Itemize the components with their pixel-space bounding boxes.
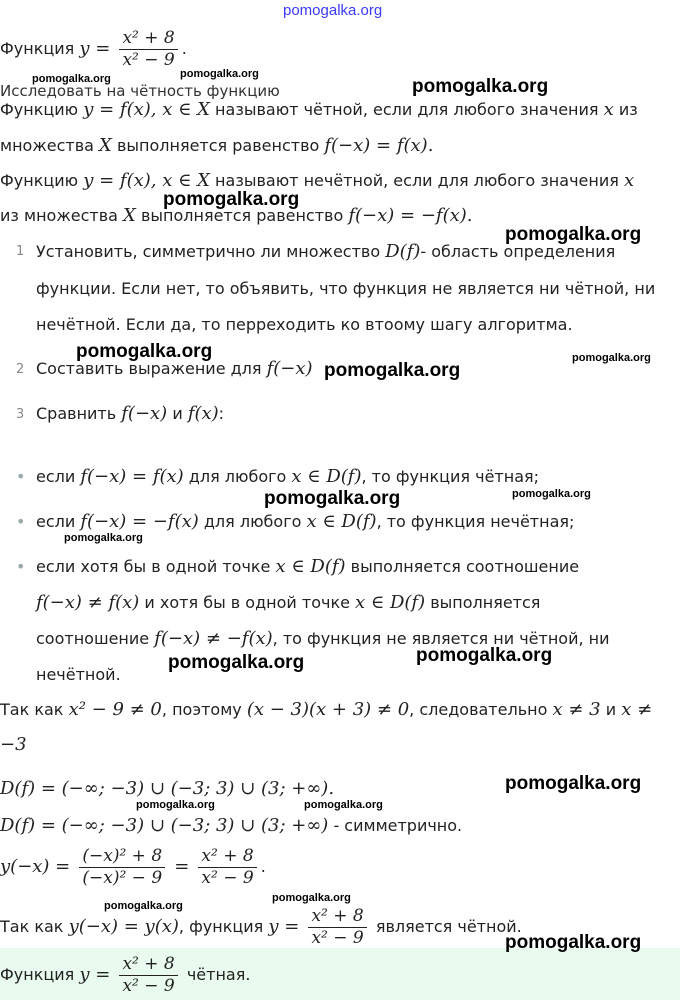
denominator: x² − 9: [122, 50, 175, 70]
text: Функцию: [0, 100, 79, 119]
watermark: pomogalka.org: [76, 341, 213, 362]
denominator: (−x)² − 9: [82, 868, 163, 888]
y-of-minus-x: y(−x) = $\frac{\text{(−x)² + 8}}{\text{(−x)² − 9}}$ = $\frac{\text{x² + 8}}{\text{x² − 9}}$ .: [0, 846, 266, 888]
math: x: [623, 170, 635, 191]
watermark: pomogalka.org: [136, 799, 215, 811]
math: y(−x) =: [0, 856, 71, 877]
text: Составить выражение для: [36, 359, 262, 378]
odd-def-line1: [0, 170, 680, 192]
text: из: [618, 100, 638, 119]
watermark: pomogalka.org: [163, 189, 300, 210]
numerator: x² + 8: [119, 28, 177, 50]
intro-line: Функция y = $\frac{\text{x² + 8}}{\text{x² − 9}}$ .: [0, 28, 187, 70]
watermark: pomogalka.org: [572, 352, 651, 364]
text: , следовательно: [409, 700, 548, 719]
math: f(−x) = f(x): [80, 466, 184, 487]
text: выполняется соотношение: [350, 557, 580, 576]
text: - область определения: [420, 242, 616, 261]
numerator: x² + 8: [308, 906, 366, 928]
math: f(−x) = f(x).: [324, 135, 434, 156]
fraction: [79, 846, 165, 889]
fraction: [198, 846, 256, 889]
math: D(f) = (−∞; −3) ∪ (−3; 3) ∪ (3; +∞): [0, 815, 329, 836]
step-number: 2: [16, 362, 25, 377]
math: f(−x) ≠ f(x): [36, 592, 140, 613]
step-1-line2: функции. Если нет, то объявить, что функция не является ни чётной, ни: [36, 279, 656, 298]
text: называют чётной, если для любого значения: [215, 100, 599, 119]
text: - симметрично.: [333, 816, 463, 835]
domain-line2: [0, 815, 680, 837]
step-3: [36, 403, 224, 425]
bullet-3-line1: [36, 556, 579, 578]
math: y(−x) = y(x): [68, 916, 179, 937]
watermark: pomogalka.org: [505, 932, 642, 953]
denominator: x² − 9: [201, 868, 254, 888]
answer-box: [0, 948, 680, 1000]
watermark: pomogalka.org: [168, 652, 305, 673]
math: x ∈ D(f): [275, 556, 346, 577]
numerator: x² + 8: [119, 954, 177, 976]
numerator: x² + 8: [198, 846, 256, 868]
numerator: (−x)² + 8: [79, 846, 165, 868]
bullet-dot: •: [16, 557, 26, 576]
text: чётная.: [186, 965, 251, 984]
watermark: pomogalka.org: [180, 68, 259, 80]
text: , то функция чётная;: [361, 467, 540, 486]
math: f(−x): [266, 358, 313, 379]
text: , поэтому: [161, 700, 242, 719]
function-expr: y =: [79, 38, 111, 59]
text: Функцию: [0, 171, 79, 190]
solution-line1: [0, 699, 680, 721]
text: множества: [0, 136, 94, 155]
bullet-3-line4: нечётной.: [36, 665, 121, 684]
bullet-dot: •: [16, 512, 26, 531]
step-1-line3: нечётной. Если да, то перреходить ко втоому шагу алгоритма.: [36, 315, 573, 334]
math: x ∈ D(f): [355, 592, 426, 613]
fraction: [119, 954, 177, 997]
math: y =: [79, 964, 111, 985]
watermark: pomogalka.org: [264, 488, 401, 509]
denominator: x² − 9: [311, 928, 364, 948]
text: Так как: [0, 917, 64, 936]
even-def-line1: [0, 99, 680, 121]
text: Так как: [0, 700, 64, 719]
site-link[interactable]: pomogalka.org: [283, 2, 383, 19]
text: и: [605, 700, 617, 719]
text: соотношение: [36, 629, 150, 648]
text: , то функция нечётная;: [376, 512, 575, 531]
text: выполняется равенство: [116, 136, 320, 155]
step-number: 1: [16, 244, 25, 259]
function-label: Функция: [0, 39, 75, 58]
math: y = f(x), x ∈ X: [83, 170, 210, 191]
bullet-1: [36, 466, 539, 488]
denominator: x² − 9: [122, 976, 175, 996]
math: f(−x) ≠ −f(x): [154, 628, 273, 649]
text: называют нечётной, если для любого значения: [215, 171, 619, 190]
step-number: 3: [16, 407, 25, 422]
text: выполняется: [430, 593, 541, 612]
text: из множества: [0, 206, 118, 225]
watermark: pomogalka.org: [104, 900, 183, 912]
math: f(−x) = −f(x).: [348, 205, 473, 226]
math: y =: [268, 916, 300, 937]
fraction: [119, 28, 177, 71]
task-cut: Исследовать на чётность функцию: [0, 82, 280, 100]
watermark: pomogalka.org: [272, 892, 351, 904]
bullet-2: [36, 511, 574, 533]
math: D(f): [385, 241, 421, 262]
text: и хотя бы в одной точке: [144, 593, 350, 612]
text: если: [36, 467, 76, 486]
math: y = f(x), x ∈ X: [83, 99, 210, 120]
watermark: pomogalka.org: [416, 645, 553, 666]
math: f(−x) = −f(x): [80, 511, 199, 532]
math: x ∈ D(f): [306, 511, 377, 532]
math: x ≠ 3: [552, 699, 601, 720]
math: f(x): [187, 403, 219, 424]
math: X: [123, 205, 136, 226]
text: , то функция не является ни чётной, ни: [272, 629, 610, 648]
domain-line1: D(f) = (−∞; −3) ∪ (−3; 3) ∪ (3; +∞).: [0, 778, 335, 799]
math: f(−x): [121, 403, 168, 424]
text: Функция: [0, 965, 75, 984]
math: x ∈ D(f): [291, 466, 362, 487]
bullet-3-line2: [36, 592, 540, 614]
watermark: pomogalka.org: [505, 224, 642, 245]
text: для любого: [203, 512, 302, 531]
text: выполняется равенство: [140, 206, 344, 225]
text: для любого: [188, 467, 287, 486]
math: x² − 9 ≠ 0: [68, 699, 162, 720]
answer-line: [0, 954, 680, 997]
bullet-dot: •: [16, 467, 26, 486]
watermark: pomogalka.org: [512, 488, 591, 500]
text: Сравнить: [36, 404, 117, 423]
watermark: pomogalka.org: [32, 73, 111, 85]
text: если хотя бы в одной точке: [36, 557, 271, 576]
watermark: pomogalka.org: [304, 799, 383, 811]
watermark: pomogalka.org: [412, 76, 549, 97]
watermark: pomogalka.org: [64, 532, 143, 544]
text: и: [172, 404, 183, 423]
solution-line2: −3: [0, 734, 27, 755]
watermark: pomogalka.org: [324, 360, 461, 381]
math: X: [99, 135, 112, 156]
watermark: pomogalka.org: [505, 773, 642, 794]
even-def-line2: [0, 135, 680, 157]
math: x ≠: [621, 699, 653, 720]
text: , функция: [178, 917, 264, 936]
fraction: [308, 906, 366, 949]
text: :: [218, 404, 225, 423]
text: является чётной.: [375, 917, 522, 936]
math: (x − 3)(x + 3) ≠ 0: [246, 699, 410, 720]
math: x: [603, 99, 614, 120]
text: если: [36, 512, 76, 531]
text: Установить, симметрично ли множество: [36, 242, 381, 261]
math: =: [174, 856, 190, 877]
